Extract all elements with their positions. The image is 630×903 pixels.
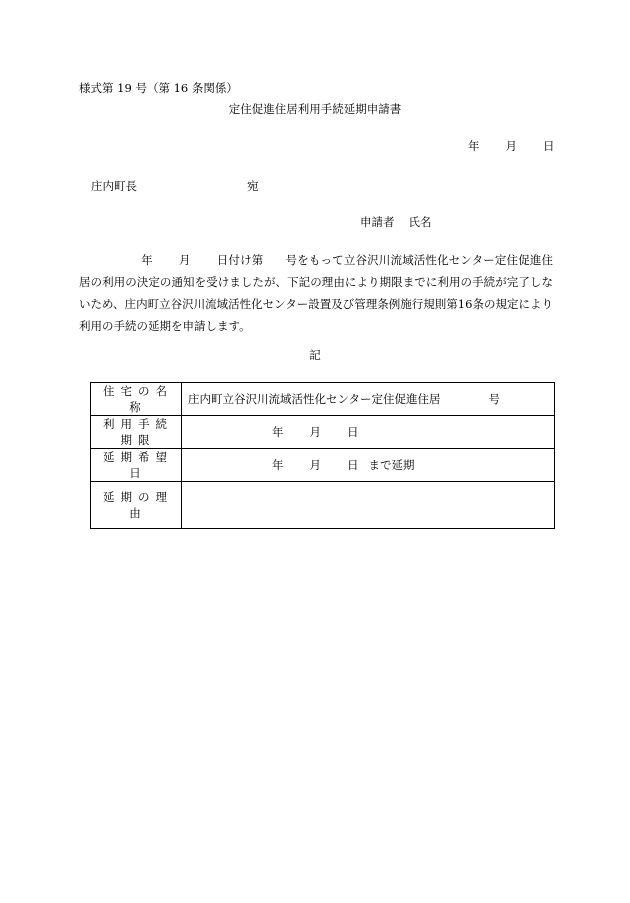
- row-value-desired-date[interactable]: [182, 449, 555, 482]
- deadline-month: 月: [309, 425, 321, 439]
- row-label-desired-date: 延期希望日: [91, 449, 182, 482]
- table-row: [91, 482, 555, 529]
- addressee-suffix: 宛: [247, 179, 259, 193]
- housing-name-suffix: 号: [488, 392, 501, 406]
- row-value-reason[interactable]: [182, 482, 555, 529]
- table-row: [91, 416, 555, 449]
- desired-day: 日: [347, 458, 359, 472]
- row-value-housing-name[interactable]: [182, 383, 555, 416]
- row-label-housing-name: 住宅の名称: [91, 383, 182, 416]
- deadline-day: 日: [347, 425, 359, 439]
- row-label-deadline: 利用手続期限: [91, 416, 182, 449]
- date-month: 月: [505, 139, 517, 153]
- row-label-reason: 延期の理由: [91, 482, 182, 529]
- document-title: 定住促進住居利用手続延期申請書: [228, 102, 402, 116]
- table-row: [91, 449, 555, 482]
- date-year: 年: [468, 139, 480, 153]
- addressee: [91, 178, 259, 194]
- body-day-text: 日付け第: [216, 253, 264, 267]
- date-day: 日: [543, 139, 555, 153]
- desired-suffix: まで延期: [368, 458, 415, 472]
- form-number: 様式第 19 号（第 16 条関係）: [79, 81, 238, 95]
- addressee-recipient: 庄内町長: [91, 179, 137, 193]
- applicant: [360, 214, 432, 230]
- housing-name-prefix: 庄内町立谷沢川流域活性化センター定住促進住居: [188, 392, 441, 406]
- desired-month: 月: [309, 458, 321, 472]
- desired-year: 年: [272, 458, 284, 472]
- body-year: 年: [141, 253, 153, 267]
- body-month: 月: [178, 253, 191, 267]
- applicant-label: 申請者: [360, 215, 395, 229]
- date-line: [468, 138, 555, 154]
- deadline-year: 年: [272, 425, 284, 439]
- ki-heading: 記: [309, 348, 321, 362]
- body-paragraph: [79, 249, 553, 337]
- table-row: [91, 383, 555, 416]
- applicant-name-label: 氏名: [408, 215, 432, 229]
- body-main-text: 号をもって立谷沢川流域活性化センター定住促進住居の利用の決定の通知を受けましたが、下記の理由により期限までに利用の手続が完了しないため、庄内町立谷沢川流域活性化センター設置及び管理条例施行規則第16条の規定により利用の手続の延期を申請します。: [79, 253, 554, 333]
- detail-table: [90, 382, 555, 529]
- row-value-deadline[interactable]: [182, 416, 555, 449]
